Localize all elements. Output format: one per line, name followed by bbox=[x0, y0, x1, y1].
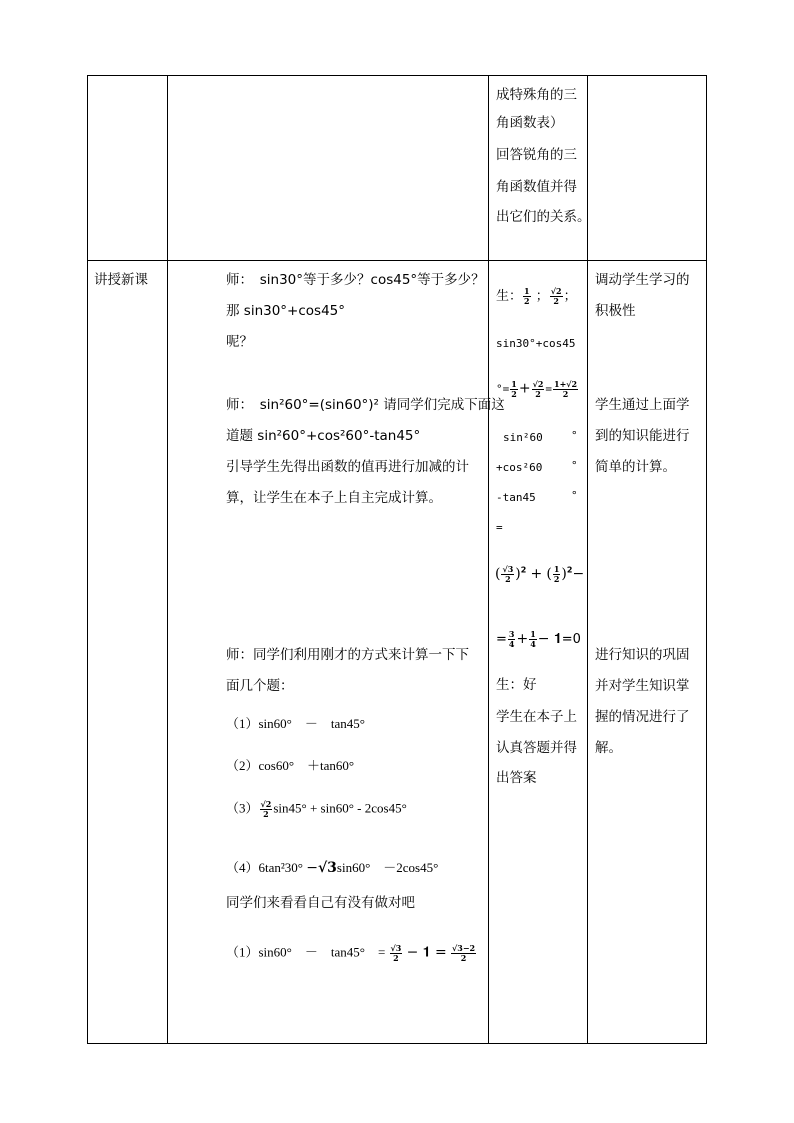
sum-fraction bbox=[510, 380, 518, 399]
result-end: =0 bbox=[561, 632, 581, 647]
fraction-denominator: 2 bbox=[553, 296, 559, 306]
fraction-numerator: 1 bbox=[511, 379, 517, 389]
exercise-3 bbox=[226, 800, 407, 819]
fraction-numerator: 3 bbox=[508, 629, 515, 639]
fraction-numerator: √2 bbox=[550, 286, 562, 296]
minus-one: − 𝟏 bbox=[537, 631, 562, 647]
fraction-numerator: √2 bbox=[260, 799, 272, 809]
right-paren: ) bbox=[561, 566, 567, 582]
answer-fraction bbox=[550, 287, 563, 306]
exercise-4-term1: （4）6tan²30° bbox=[226, 860, 303, 875]
answer-fraction bbox=[523, 287, 531, 306]
exponent: 2 bbox=[566, 565, 573, 575]
plus-sign: + bbox=[530, 566, 543, 582]
exercise-3-rest: sin45° + sin60° - 2cos45° bbox=[273, 800, 407, 816]
fraction-denominator: 2 bbox=[511, 389, 517, 399]
fraction-numerator: √3 bbox=[502, 564, 514, 574]
student-answer-1 bbox=[496, 287, 577, 306]
calc-line-2: +cos²60 bbox=[496, 461, 543, 474]
teacher-q2-line2: 道题 sin²60°+cos²60°-tan45° bbox=[226, 428, 421, 444]
table-left-border bbox=[87, 75, 88, 1044]
intent-line: 握的情况进行了 bbox=[595, 709, 690, 725]
section-label: 讲授新课 bbox=[94, 272, 148, 288]
minus-sign: − bbox=[572, 566, 585, 582]
calc-expression bbox=[495, 565, 584, 584]
intent-line: 进行知识的巩固 bbox=[595, 647, 690, 663]
intent-line: 并对学生知识掌 bbox=[595, 678, 690, 694]
calc-degree: ° bbox=[571, 489, 578, 502]
left-paren: ( bbox=[546, 566, 552, 582]
result-fraction bbox=[529, 630, 537, 649]
teacher-q1-line2: 那 sin30°+cos45° bbox=[226, 303, 346, 319]
teacher-q3-line1: 师：同学们利用刚才的方式来计算一下下 bbox=[226, 647, 469, 663]
fraction-numerator: 1 bbox=[524, 286, 530, 296]
fraction-denominator: 2 bbox=[263, 809, 269, 819]
exercise-4-sqrt: √3 bbox=[317, 860, 337, 876]
teacher-q1-line1: 师： sin30°等于多少？cos45°等于多少？ bbox=[226, 272, 485, 288]
student-work-line: 认真答题并得 bbox=[496, 740, 577, 756]
fraction-numerator: 1 bbox=[530, 629, 536, 639]
intent-line: 积极性 bbox=[595, 303, 636, 319]
fraction-denominator: 2 bbox=[524, 296, 530, 306]
fraction-denominator: 4 bbox=[508, 639, 515, 649]
answer-1-lead: （1）sin60° － tan45° = bbox=[226, 944, 386, 960]
fraction-denominator: 2 bbox=[505, 574, 511, 584]
student-work-line: 学生在本子上 bbox=[496, 709, 577, 725]
exercise-4-rest: sin60° －2cos45° bbox=[336, 860, 439, 875]
calc-result bbox=[496, 630, 581, 649]
plus-sign: + bbox=[518, 380, 531, 397]
intent-line: 简单的计算。 bbox=[595, 459, 676, 475]
sum-lead: °= bbox=[496, 382, 510, 396]
fraction-numerator: 1 bbox=[553, 564, 560, 574]
exercise-2: （2）cos60° ＋tan60° bbox=[226, 758, 355, 773]
student-text-line: 出它们的关系。 bbox=[496, 209, 591, 225]
teacher-q2-line4: 算，让学生在本子上自主完成计算。 bbox=[226, 490, 442, 506]
teacher-q2-line3: 引导学生先得出函数的值再进行加减的计 bbox=[226, 459, 469, 475]
result-lead: = bbox=[496, 632, 507, 647]
student-text-line: 角函数值并得 bbox=[496, 179, 577, 195]
fraction-numerator: √2 bbox=[532, 379, 544, 389]
intent-line: 解。 bbox=[595, 740, 622, 756]
intent-line: 调动学生学习的 bbox=[595, 272, 690, 288]
fraction-denominator: 2 bbox=[535, 389, 541, 399]
intent-line: 到的知识能进行 bbox=[595, 428, 690, 444]
check-answers-line: 同学们来看看自己有没有做对吧 bbox=[226, 895, 415, 911]
calc-degree: ° bbox=[571, 429, 578, 442]
column-divider-1 bbox=[167, 75, 168, 1044]
student-text-line: 回答锐角的三 bbox=[496, 147, 577, 163]
separator: ； bbox=[563, 289, 577, 304]
separator: ； bbox=[535, 289, 549, 304]
row-divider bbox=[87, 260, 707, 261]
expr-fraction bbox=[501, 565, 514, 584]
sum-fraction bbox=[553, 380, 578, 399]
right-paren: ) bbox=[515, 566, 521, 582]
intent-line: 学生通过上面学 bbox=[595, 397, 690, 413]
teacher-q2-line1: 师： sin²60°=(sin60°)² 请同学们完成下面这 bbox=[226, 397, 505, 413]
student-text-line: 角函数表） bbox=[496, 115, 564, 131]
minus-sign: − bbox=[306, 860, 318, 876]
answer-1-fraction-b bbox=[451, 944, 476, 963]
table-bottom-border bbox=[87, 1043, 707, 1044]
expr-fraction bbox=[553, 565, 561, 584]
fraction-denominator: 2 bbox=[460, 953, 467, 963]
student-sum-result bbox=[496, 380, 579, 399]
calc-line-3: -tan45 bbox=[496, 491, 536, 504]
calc-degree: ° bbox=[571, 459, 578, 472]
calc-line-4: = bbox=[496, 521, 503, 534]
plus-sign: + bbox=[516, 631, 529, 647]
fraction-numerator: √3−2 bbox=[452, 943, 476, 953]
exercise-3-prefix: （3） bbox=[226, 800, 259, 816]
student-work-line: 出答案 bbox=[496, 770, 537, 786]
student-text-line: 成特殊角的三 bbox=[496, 87, 577, 103]
column-divider-2 bbox=[488, 75, 489, 1044]
student-label: 生： bbox=[496, 289, 523, 304]
student-sum-line: sin30°+cos45 bbox=[496, 337, 576, 350]
table-top-border bbox=[87, 75, 707, 76]
answer-1-minus-one: − 𝟏 = bbox=[406, 944, 447, 961]
exponent: 2 bbox=[520, 565, 527, 575]
exercise-3-fraction bbox=[260, 800, 273, 819]
equals-sign: = bbox=[545, 382, 553, 396]
fraction-denominator: 2 bbox=[553, 574, 560, 584]
exercise-4 bbox=[226, 860, 438, 876]
exercise-1: （1）sin60° － tan45° bbox=[226, 716, 365, 731]
student-good: 生：好 bbox=[496, 677, 537, 693]
fraction-numerator: √3 bbox=[390, 943, 402, 953]
fraction-denominator: 4 bbox=[530, 639, 536, 649]
teacher-q3-line2: 面几个题： bbox=[226, 678, 294, 694]
result-fraction bbox=[508, 630, 516, 649]
answer-1 bbox=[226, 944, 477, 963]
fraction-denominator: 2 bbox=[393, 953, 399, 963]
teacher-q1-line3: 呢？ bbox=[226, 334, 253, 350]
fraction-numerator: 1+√2 bbox=[554, 379, 578, 389]
fraction-denominator: 2 bbox=[562, 389, 569, 399]
left-paren: ( bbox=[495, 566, 501, 582]
answer-1-fraction-a bbox=[390, 944, 403, 963]
table-right-border bbox=[706, 75, 707, 1044]
calc-line-1: sin²60 bbox=[503, 431, 543, 444]
sum-fraction bbox=[532, 380, 545, 399]
